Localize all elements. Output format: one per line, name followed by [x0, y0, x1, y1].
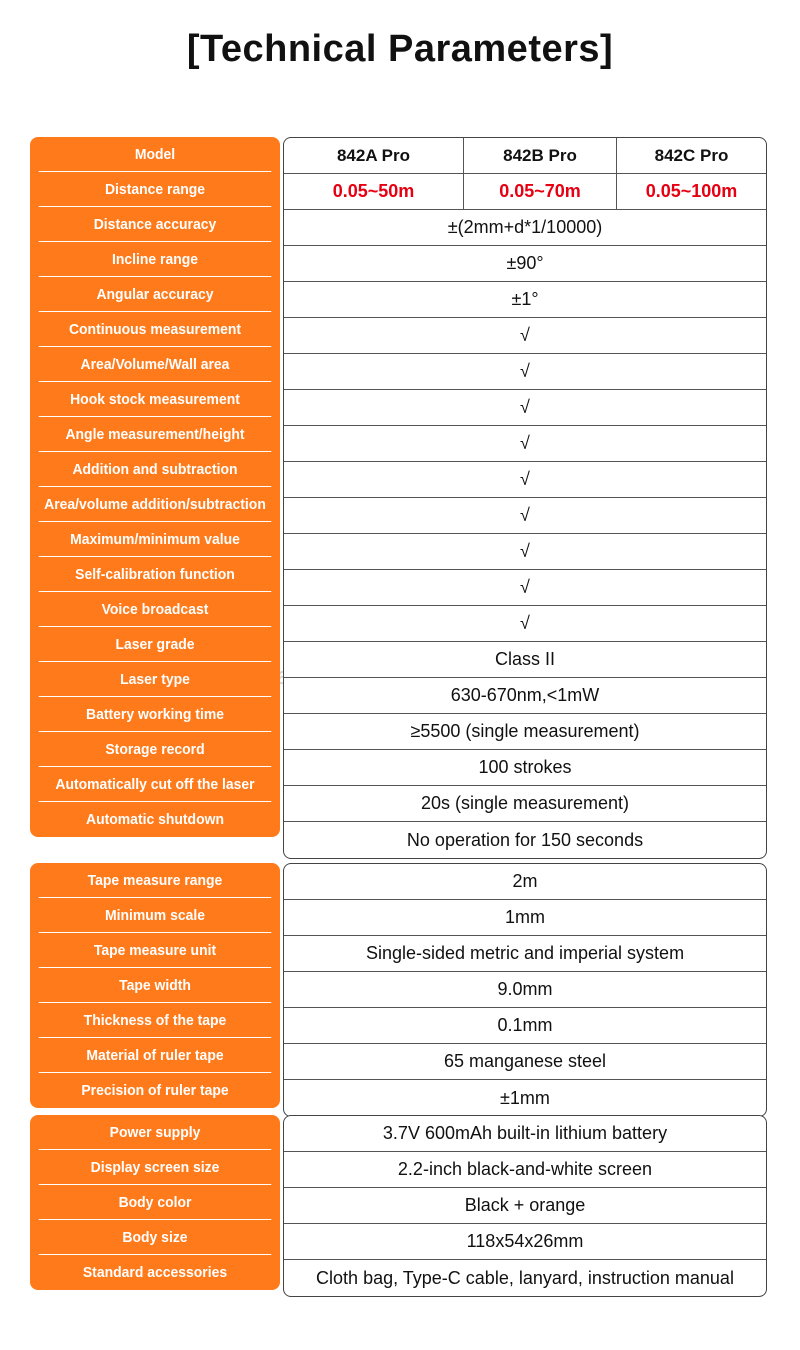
spec-label: Tape measure unit — [39, 933, 272, 968]
spec-value: Black + orange — [284, 1188, 766, 1224]
spec-label: Automatic shutdown — [86, 811, 224, 828]
value-column — [283, 137, 767, 859]
spec-value: ±1° — [284, 282, 766, 318]
spec-label: Tape measure range — [39, 863, 272, 898]
value-column — [283, 1115, 767, 1297]
spec-value: Single-sided metric and imperial system — [284, 936, 766, 972]
spec-label: Maximum/minimum value — [39, 522, 272, 557]
spec-value: 9.0mm — [284, 972, 766, 1008]
spec-value: √ — [284, 426, 766, 462]
distance-range-row — [284, 174, 766, 210]
label-model: Model — [39, 137, 272, 172]
spec-value: Cloth bag, Type-C cable, lanyard, instruction manual — [316, 1267, 734, 1288]
spec-label: Material of ruler tape — [39, 1038, 272, 1073]
spec-label: Voice broadcast — [39, 592, 272, 627]
spec-value: √ — [284, 534, 766, 570]
spec-value: 3.7V 600mAh built-in lithium battery — [284, 1116, 766, 1152]
spec-label: Tape width — [39, 968, 272, 1003]
spec-value: √ — [284, 606, 766, 642]
spec-label: Thickness of the tape — [39, 1003, 272, 1038]
spec-label: Area/volume addition/subtraction — [39, 487, 272, 522]
spec-label: Power supply — [39, 1115, 272, 1150]
label-distance-range: Distance range — [39, 172, 272, 207]
spec-value: 100 strokes — [284, 750, 766, 786]
range-842c: 0.05~100m — [645, 181, 738, 201]
spec-value: 2m — [284, 864, 766, 900]
spec-label: Continuous measurement — [39, 312, 272, 347]
spec-value: ±(2mm+d*1/10000) — [284, 210, 766, 246]
page-title: [Technical Parameters] — [186, 28, 614, 70]
spec-label: Incline range — [39, 242, 272, 277]
spec-value: ±1mm — [500, 1087, 550, 1108]
spec-label: Body size — [39, 1220, 272, 1255]
spec-label: Angular accuracy — [39, 277, 272, 312]
spec-label: Battery working time — [39, 697, 272, 732]
model-row — [284, 138, 766, 174]
spec-value: 630-670nm,<1mW — [284, 678, 766, 714]
spec-value: √ — [284, 498, 766, 534]
spec-value: Class II — [284, 642, 766, 678]
spec-label: Standard accessories — [82, 1264, 228, 1281]
spec-value: 1mm — [284, 900, 766, 936]
spec-label: Laser grade — [39, 627, 272, 662]
spec-value: ≥5500 (single measurement) — [284, 714, 766, 750]
model-842b: 842B Pro — [464, 138, 617, 173]
spec-label: Automatically cut off the laser — [39, 767, 272, 802]
value-column — [283, 863, 767, 1117]
spec-value: 0.1mm — [284, 1008, 766, 1044]
spec-label: Body color — [39, 1185, 272, 1220]
spec-label: Display screen size — [39, 1150, 272, 1185]
spec-label: Area/Volume/Wall area — [39, 347, 272, 382]
range-842b: 0.05~70m — [464, 174, 617, 209]
spec-value: 65 manganese steel — [284, 1044, 766, 1080]
spec-label: Addition and subtraction — [39, 452, 272, 487]
spec-value: √ — [284, 354, 766, 390]
spec-value: 2.2-inch black-and-white screen — [284, 1152, 766, 1188]
model-842c: 842C Pro — [654, 145, 729, 165]
spec-label: Laser type — [39, 662, 272, 697]
model-842a: 842A Pro — [284, 138, 464, 173]
spec-label: Minimum scale — [39, 898, 272, 933]
spec-value: √ — [284, 318, 766, 354]
spec-label: Angle measurement/height — [39, 417, 272, 452]
spec-value: √ — [284, 570, 766, 606]
spec-label: Distance accuracy — [39, 207, 272, 242]
spec-label: Hook stock measurement — [39, 382, 272, 417]
spec-value: ±90° — [284, 246, 766, 282]
spec-label: Storage record — [39, 732, 272, 767]
label-column — [30, 137, 280, 837]
spec-value: √ — [284, 462, 766, 498]
spec-label: Precision of ruler tape — [81, 1082, 229, 1099]
spec-value: 118x54x26mm — [284, 1224, 766, 1260]
spec-value: √ — [284, 390, 766, 426]
spec-value: 20s (single measurement) — [284, 786, 766, 822]
label-column — [30, 1115, 280, 1290]
spec-label: Self-calibration function — [39, 557, 272, 592]
range-842a: 0.05~50m — [284, 174, 464, 209]
spec-value: No operation for 150 seconds — [406, 829, 644, 850]
label-column — [30, 863, 280, 1108]
